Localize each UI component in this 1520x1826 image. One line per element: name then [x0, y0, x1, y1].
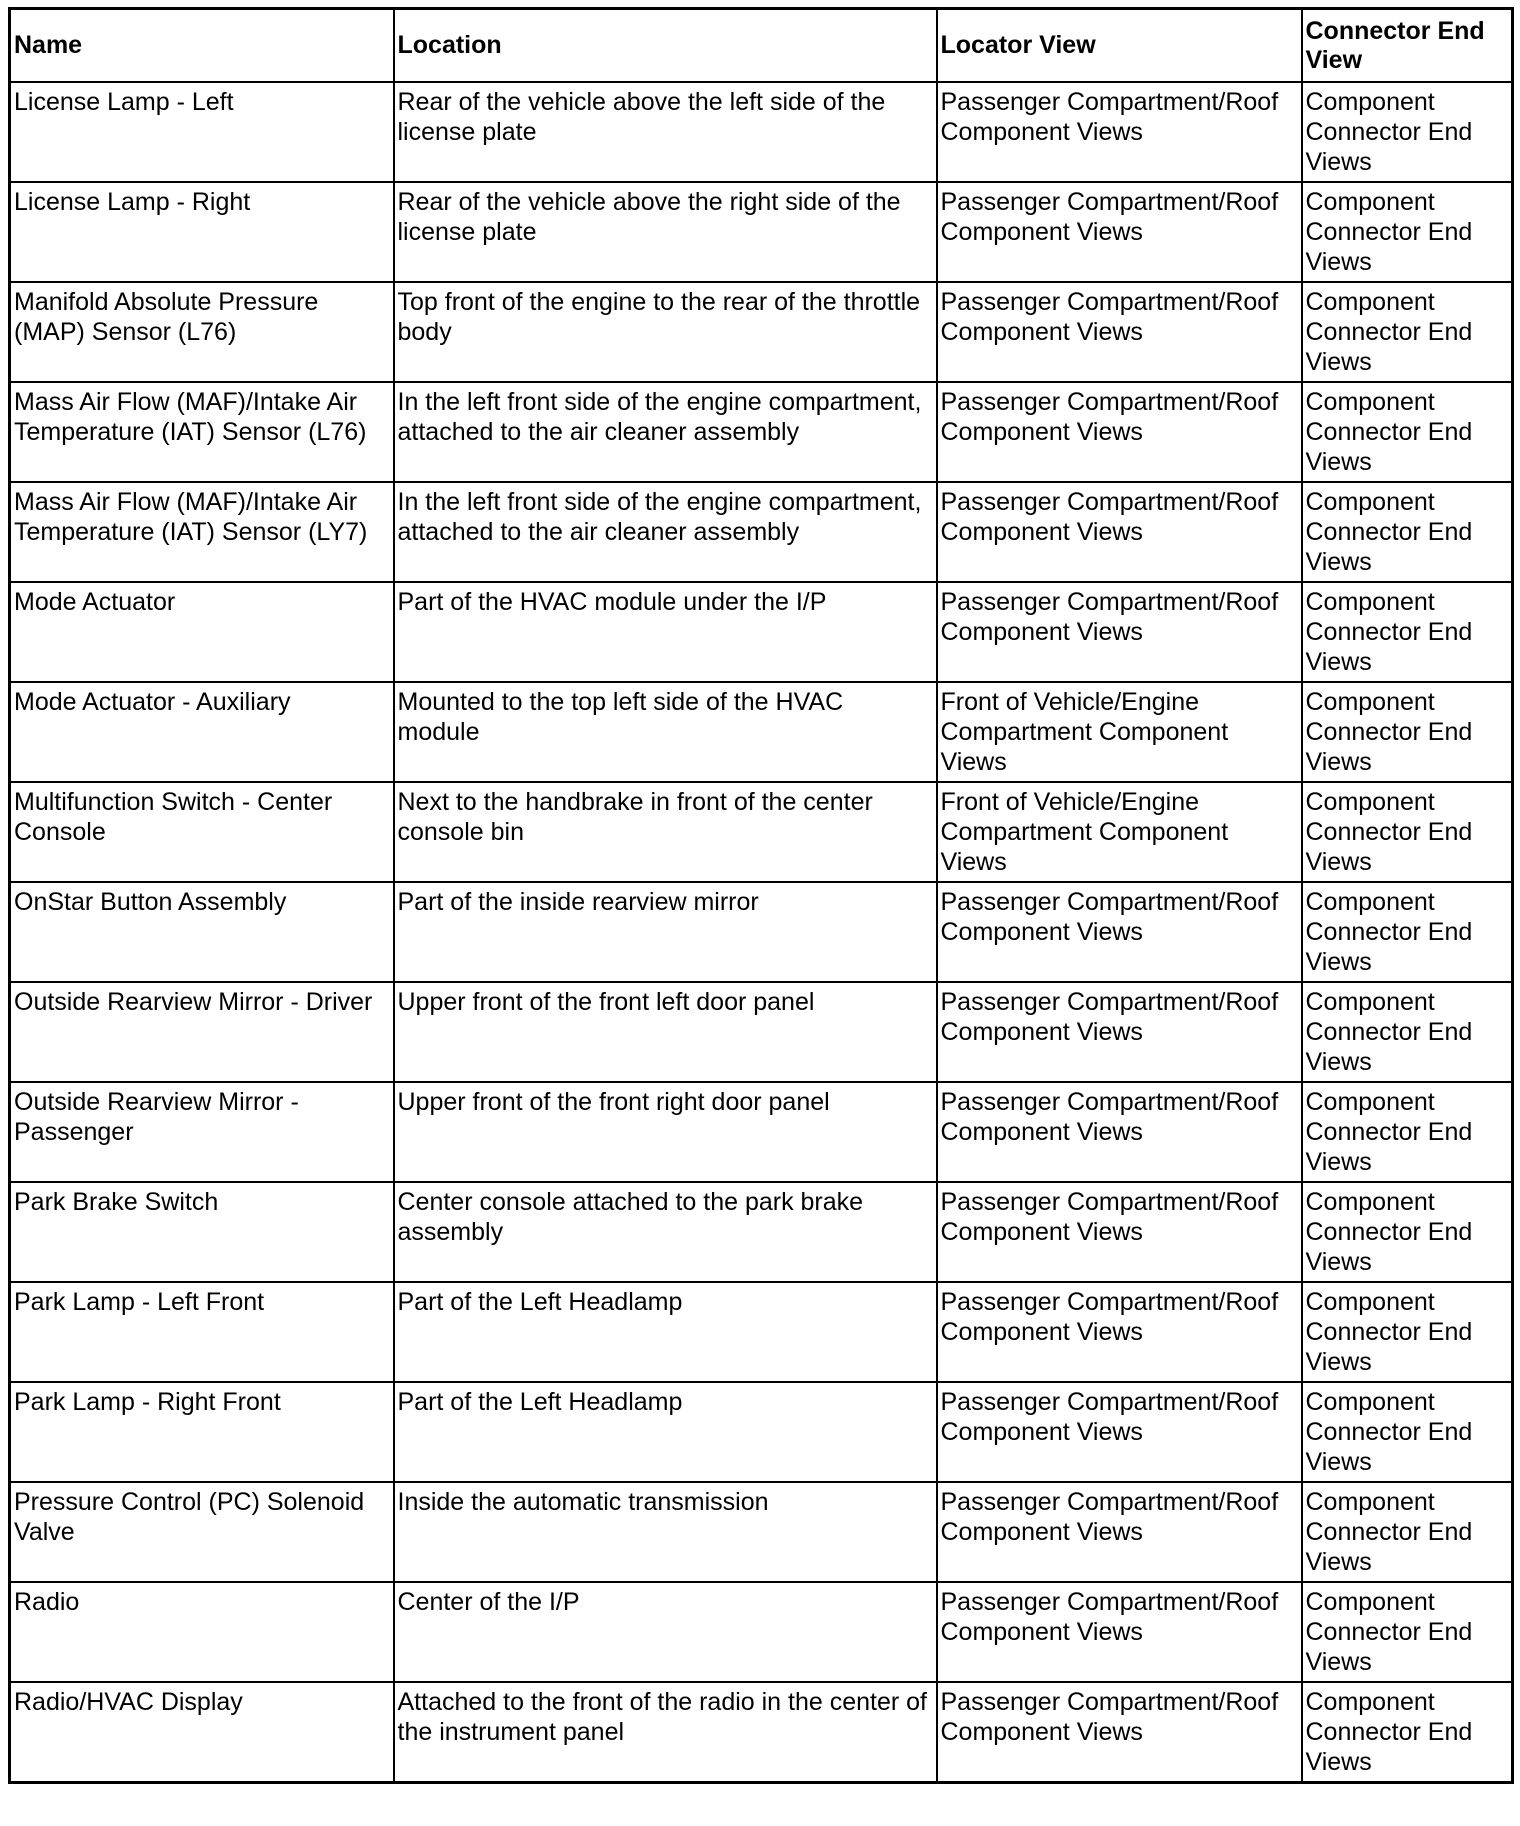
- cell-location: Center console attached to the park brake assembly: [394, 1182, 937, 1282]
- table-row: [10, 82, 1513, 182]
- cell-location: Upper front of the front left door panel: [394, 982, 937, 1082]
- header-locator-view: Locator View: [937, 9, 1302, 83]
- cell-location: Top front of the engine to the rear of the throttle body: [394, 282, 937, 382]
- cell-location: Rear of the vehicle above the left side of the license plate: [394, 82, 937, 182]
- cell-connector-end-view: Component Connector End Views: [1302, 282, 1513, 382]
- cell-name: Radio: [10, 1582, 394, 1682]
- cell-locator-view: Passenger Compartment/Roof Component Views: [937, 1582, 1302, 1682]
- table-row: [10, 182, 1513, 282]
- table-row: [10, 582, 1513, 682]
- cell-location: Part of the Left Headlamp: [394, 1382, 937, 1482]
- cell-locator-view: Passenger Compartment/Roof Component Views: [937, 982, 1302, 1082]
- cell-connector-end-view: Component Connector End Views: [1302, 382, 1513, 482]
- header-location: Location: [394, 9, 937, 83]
- cell-name: Mass Air Flow (MAF)/Intake Air Temperature (IAT) Sensor (LY7): [10, 482, 394, 582]
- cell-location: Rear of the vehicle above the right side of the license plate: [394, 182, 937, 282]
- cell-location: Attached to the front of the radio in the center of the instrument panel: [394, 1682, 937, 1782]
- cell-connector-end-view: Component Connector End Views: [1302, 982, 1513, 1082]
- table-row: [10, 1482, 1513, 1582]
- table-row: [10, 882, 1513, 982]
- table-row: [10, 682, 1513, 782]
- table-row: [10, 982, 1513, 1082]
- table-row: [10, 1682, 1513, 1782]
- cell-name: Outside Rearview Mirror - Passenger: [10, 1082, 394, 1182]
- cell-connector-end-view: Component Connector End Views: [1302, 1382, 1513, 1482]
- cell-locator-view: Passenger Compartment/Roof Component Views: [937, 1082, 1302, 1182]
- cell-name: Mass Air Flow (MAF)/Intake Air Temperature (IAT) Sensor (L76): [10, 382, 394, 482]
- table-row: [10, 1582, 1513, 1682]
- table-row: [10, 1282, 1513, 1382]
- cell-location: Next to the handbrake in front of the center console bin: [394, 782, 937, 882]
- cell-locator-view: Passenger Compartment/Roof Component Views: [937, 382, 1302, 482]
- cell-locator-view: Front of Vehicle/Engine Compartment Component Views: [937, 782, 1302, 882]
- table-header: [10, 9, 1513, 83]
- header-connector-end-view: Connector End View: [1302, 9, 1513, 83]
- cell-location: Center of the I/P: [394, 1582, 937, 1682]
- cell-name: Multifunction Switch - Center Console: [10, 782, 394, 882]
- cell-connector-end-view: Component Connector End Views: [1302, 1582, 1513, 1682]
- header-name: Name: [10, 9, 394, 83]
- cell-name: License Lamp - Right: [10, 182, 394, 282]
- cell-locator-view: Passenger Compartment/Roof Component Views: [937, 1482, 1302, 1582]
- cell-location: Mounted to the top left side of the HVAC module: [394, 682, 937, 782]
- cell-name: Pressure Control (PC) Solenoid Valve: [10, 1482, 394, 1582]
- cell-locator-view: Passenger Compartment/Roof Component Views: [937, 282, 1302, 382]
- cell-locator-view: Front of Vehicle/Engine Compartment Component Views: [937, 682, 1302, 782]
- table-row: [10, 482, 1513, 582]
- cell-connector-end-view: Component Connector End Views: [1302, 1082, 1513, 1182]
- cell-location: Part of the inside rearview mirror: [394, 882, 937, 982]
- cell-name: OnStar Button Assembly: [10, 882, 394, 982]
- cell-name: Mode Actuator - Auxiliary: [10, 682, 394, 782]
- cell-locator-view: Passenger Compartment/Roof Component Views: [937, 82, 1302, 182]
- cell-connector-end-view: Component Connector End Views: [1302, 582, 1513, 682]
- cell-connector-end-view: Component Connector End Views: [1302, 1682, 1513, 1782]
- table-row: [10, 382, 1513, 482]
- cell-connector-end-view: Component Connector End Views: [1302, 1482, 1513, 1582]
- cell-connector-end-view: Component Connector End Views: [1302, 782, 1513, 882]
- cell-connector-end-view: Component Connector End Views: [1302, 482, 1513, 582]
- table-row: [10, 782, 1513, 882]
- cell-location: Part of the HVAC module under the I/P: [394, 582, 937, 682]
- cell-connector-end-view: Component Connector End Views: [1302, 82, 1513, 182]
- cell-locator-view: Passenger Compartment/Roof Component Views: [937, 182, 1302, 282]
- cell-connector-end-view: Component Connector End Views: [1302, 1182, 1513, 1282]
- cell-name: Outside Rearview Mirror - Driver: [10, 982, 394, 1082]
- cell-name: Park Lamp - Left Front: [10, 1282, 394, 1382]
- cell-locator-view: Passenger Compartment/Roof Component Views: [937, 482, 1302, 582]
- cell-location: Inside the automatic transmission: [394, 1482, 937, 1582]
- table-row: [10, 1082, 1513, 1182]
- cell-locator-view: Passenger Compartment/Roof Component Views: [937, 1382, 1302, 1482]
- table-row: [10, 1182, 1513, 1282]
- header-row: [10, 9, 1513, 83]
- cell-name: Radio/HVAC Display: [10, 1682, 394, 1782]
- cell-connector-end-view: Component Connector End Views: [1302, 882, 1513, 982]
- cell-locator-view: Passenger Compartment/Roof Component Views: [937, 582, 1302, 682]
- cell-locator-view: Passenger Compartment/Roof Component Views: [937, 882, 1302, 982]
- cell-location: In the left front side of the engine compartment, attached to the air cleaner assembly: [394, 382, 937, 482]
- cell-location: Upper front of the front right door panel: [394, 1082, 937, 1182]
- cell-name: Park Lamp - Right Front: [10, 1382, 394, 1482]
- cell-locator-view: Passenger Compartment/Roof Component Views: [937, 1182, 1302, 1282]
- cell-name: License Lamp - Left: [10, 82, 394, 182]
- cell-name: Park Brake Switch: [10, 1182, 394, 1282]
- table-row: [10, 1382, 1513, 1482]
- cell-connector-end-view: Component Connector End Views: [1302, 1282, 1513, 1382]
- cell-connector-end-view: Component Connector End Views: [1302, 682, 1513, 782]
- cell-location: Part of the Left Headlamp: [394, 1282, 937, 1382]
- cell-connector-end-view: Component Connector End Views: [1302, 182, 1513, 282]
- cell-locator-view: Passenger Compartment/Roof Component Views: [937, 1282, 1302, 1382]
- cell-location: In the left front side of the engine compartment, attached to the air cleaner assembly: [394, 482, 937, 582]
- table-body: [10, 82, 1513, 1782]
- component-locator-table: [8, 7, 1514, 1784]
- cell-name: Mode Actuator: [10, 582, 394, 682]
- cell-name: Manifold Absolute Pressure (MAP) Sensor (L76): [10, 282, 394, 382]
- table-row: [10, 282, 1513, 382]
- cell-locator-view: Passenger Compartment/Roof Component Views: [937, 1682, 1302, 1782]
